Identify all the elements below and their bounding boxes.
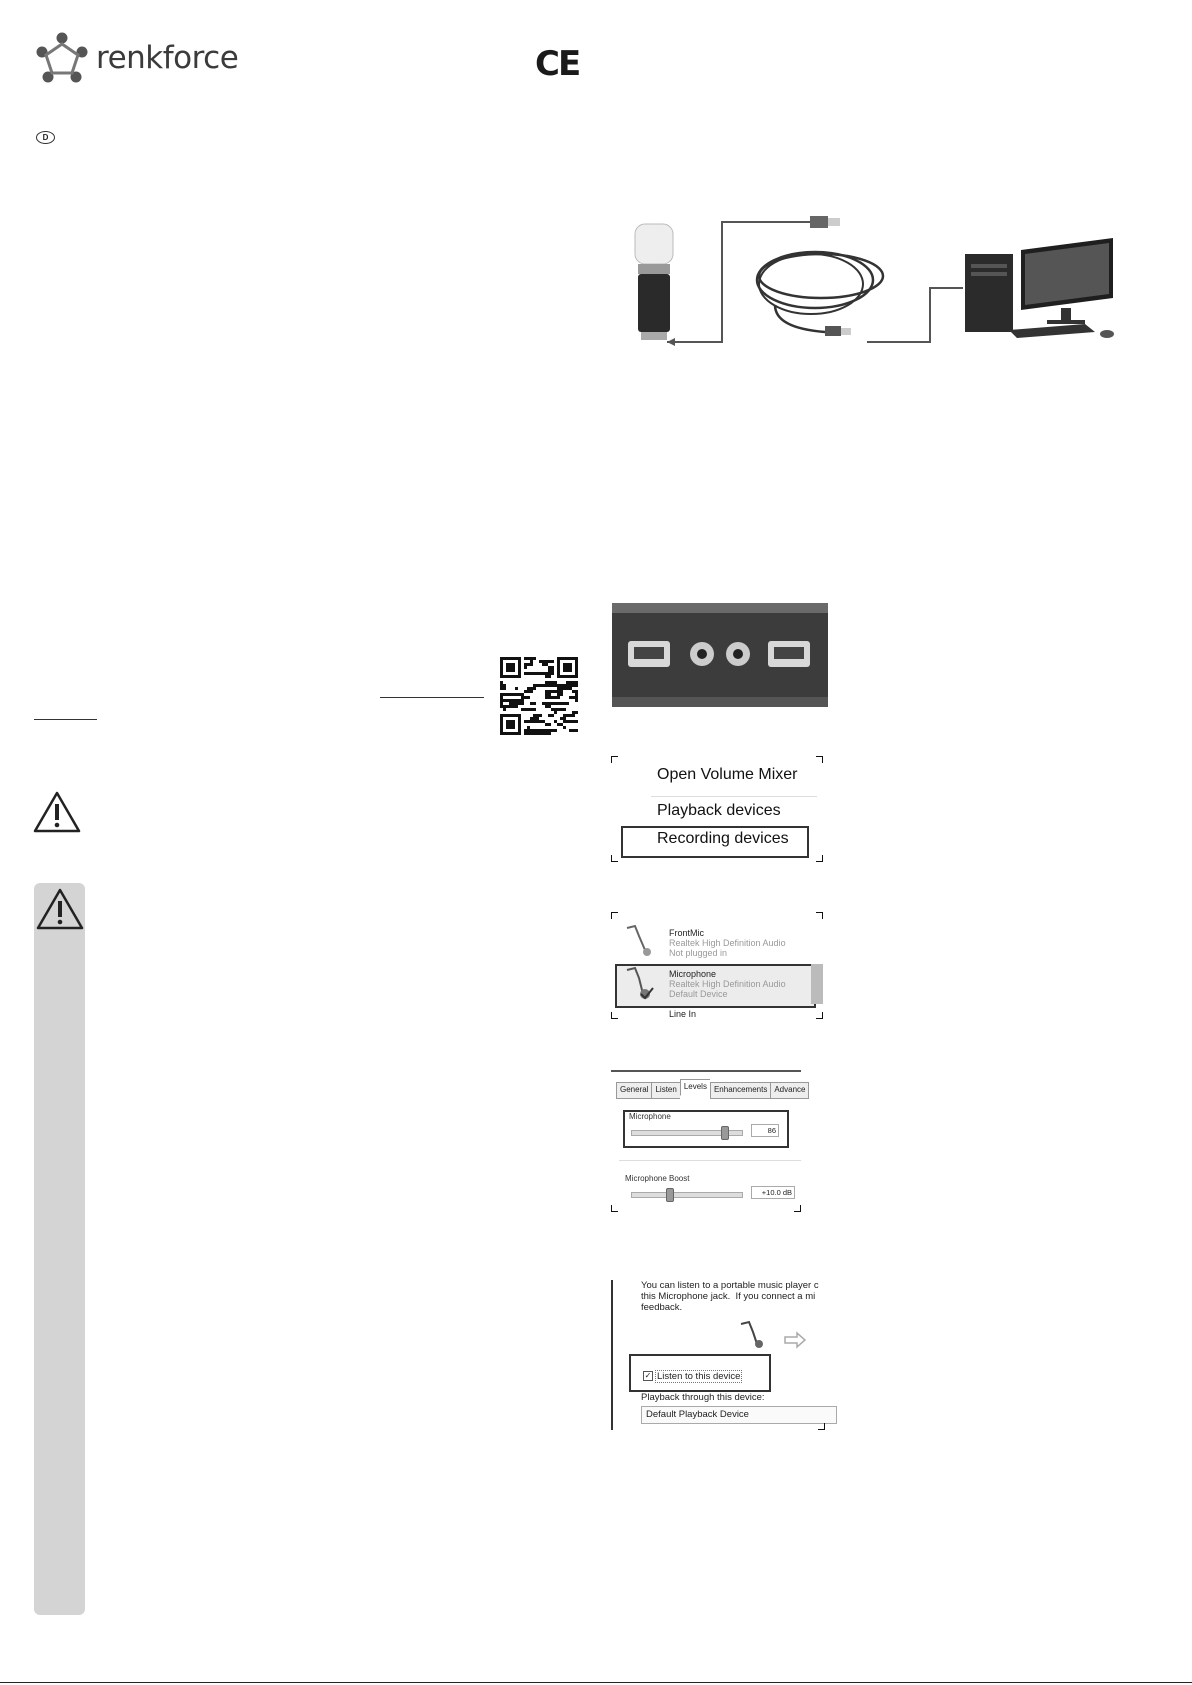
- page-bottom-rule: [0, 1682, 1192, 1683]
- qr-code-icon: [500, 656, 578, 736]
- menu-item-playback-devices[interactable]: Playback devices: [657, 802, 781, 819]
- listen-panel-screenshot: [611, 1280, 825, 1430]
- device-list-screenshot: [611, 912, 823, 1019]
- microphone-value-field[interactable]: 86: [751, 1124, 779, 1137]
- menu-item-recording-devices[interactable]: Recording devices: [657, 830, 789, 847]
- playback-device-select[interactable]: Default Playback Device: [641, 1406, 837, 1424]
- tab-general[interactable]: General: [616, 1082, 651, 1099]
- brand-logo: [34, 30, 238, 86]
- playback-label: Playback through this device:: [641, 1392, 765, 1403]
- warning-triangle-icon: [32, 790, 82, 834]
- levels-dialog-screenshot: [611, 1070, 806, 1212]
- boost-slider-thumb[interactable]: [666, 1188, 674, 1202]
- boost-label: Microphone Boost: [625, 1174, 690, 1183]
- connection-diagram: [625, 210, 1125, 350]
- arrow-right-icon: [783, 1332, 807, 1348]
- device-line-in[interactable]: Line In: [669, 1009, 697, 1019]
- tab-listen[interactable]: Listen: [651, 1082, 679, 1099]
- boost-slider[interactable]: [631, 1192, 743, 1198]
- device-microphone[interactable]: Microphone Realtek High Definition Audio Default Device: [669, 969, 786, 999]
- list-scrollbar[interactable]: [811, 964, 823, 1004]
- recording-menu-screenshot: [611, 756, 823, 862]
- listen-description: You can listen to a portable music player c this Microphone jack. If you connect a mi feedback.: [641, 1280, 819, 1313]
- language-badge: D: [36, 131, 55, 144]
- link-underline: [34, 719, 97, 720]
- boost-value-field[interactable]: +10.0 dB: [751, 1186, 795, 1199]
- brand-name: renkforce: [96, 40, 239, 76]
- microphone-default-icon: [621, 966, 657, 1002]
- menu-item-volume-mixer[interactable]: Open Volume Mixer: [657, 766, 798, 783]
- renkforce-star-icon: [34, 30, 90, 86]
- front-panel-photo: [612, 603, 828, 707]
- tab-levels[interactable]: Levels: [680, 1079, 710, 1096]
- ce-mark: CE: [535, 44, 580, 84]
- listen-checkbox-label[interactable]: Listen to this device: [657, 1371, 741, 1382]
- tab-enhancements[interactable]: Enhancements: [710, 1082, 770, 1099]
- dialog-tabs: [616, 1082, 809, 1099]
- listen-checkbox[interactable]: ✓: [644, 1371, 652, 1380]
- microphone-device-icon: [621, 924, 657, 958]
- microphone-slider[interactable]: [631, 1130, 743, 1136]
- microphone-label: Microphone: [629, 1112, 671, 1121]
- microphone-slider-thumb[interactable]: [721, 1126, 729, 1140]
- warning-triangle-icon: [35, 887, 85, 931]
- section-divider: [619, 1160, 801, 1161]
- link-underline: [380, 697, 484, 698]
- microphone-icon: [737, 1320, 767, 1350]
- device-frontmic[interactable]: FrontMic Realtek High Definition Audio Not plugged in: [669, 928, 786, 958]
- tab-advanced[interactable]: Advance: [770, 1082, 809, 1099]
- menu-separator: [651, 796, 817, 797]
- safety-sidebar: [34, 883, 85, 1615]
